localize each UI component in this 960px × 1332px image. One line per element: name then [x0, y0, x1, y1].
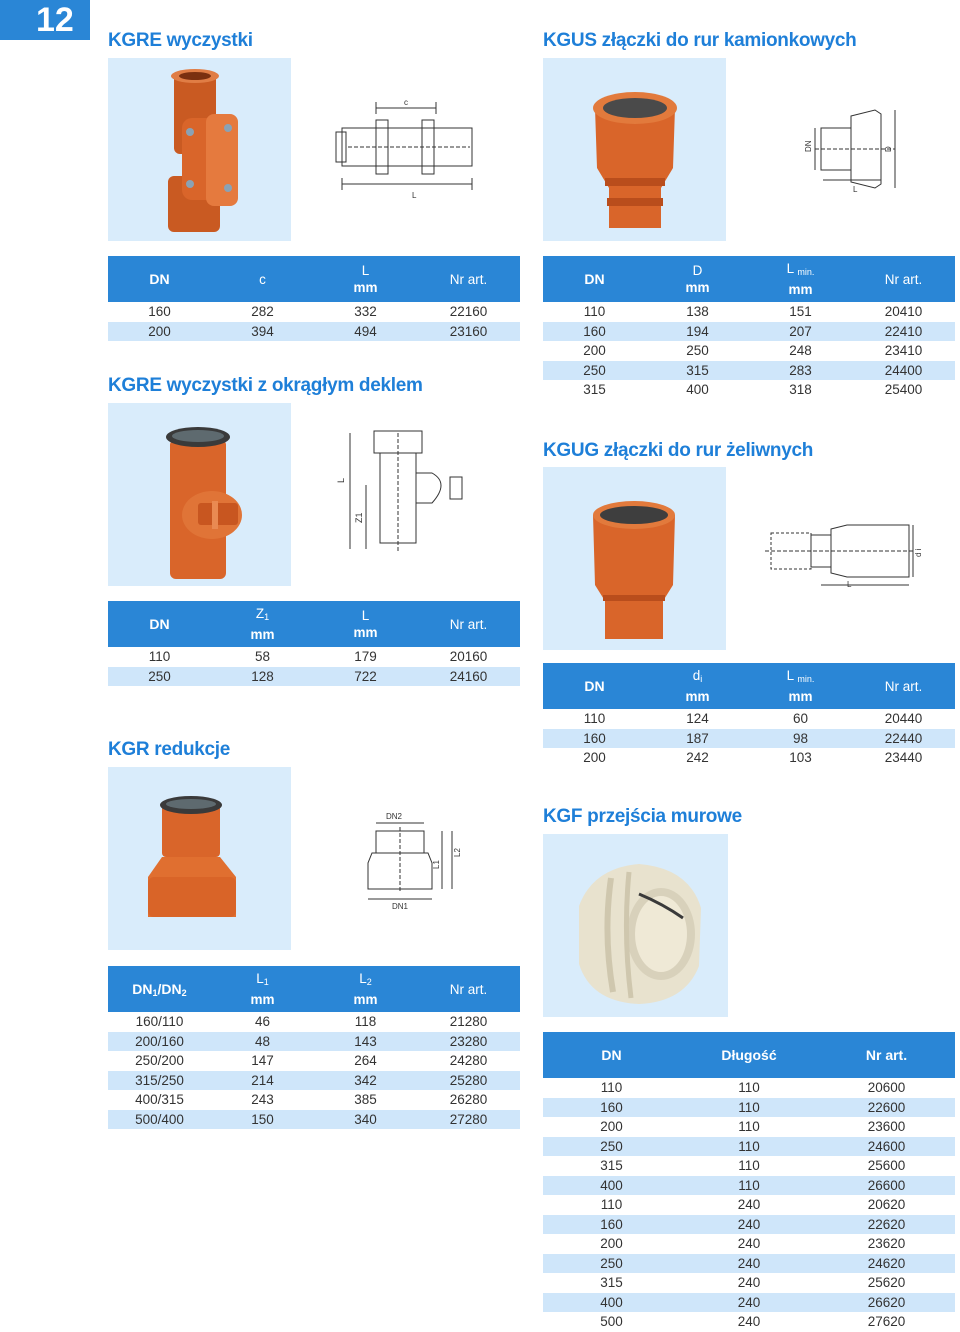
kgus-header-l: L $_{min.}$ mm — [749, 256, 852, 302]
kgr-drawing — [300, 767, 520, 950]
kgre-round-dim-z: Z1 — [354, 512, 364, 523]
table-row: 315 110 25600 — [543, 1156, 955, 1176]
kgr-dim-dn2: DN2 — [386, 812, 403, 821]
kgre-round-table — [108, 601, 520, 686]
kgus-photo — [543, 58, 726, 241]
kgus-title: KGUS złączki do rur kamionkowych — [543, 30, 857, 51]
kgus-header-d: D mm — [646, 256, 749, 302]
kgre-round-dim-l: L — [336, 477, 346, 483]
table-row: 200/160 48 143 23280 — [108, 1032, 520, 1052]
kgug-photo — [543, 467, 726, 650]
table-row: 160 187 98 22440 — [543, 729, 955, 749]
kgre-dim-c: c — [404, 98, 408, 107]
kgus-drawing — [735, 58, 955, 241]
kgug-header-l: L $_{min.}$ mm — [749, 663, 852, 709]
kgre-round-header-dn: DN — [108, 601, 211, 647]
kgug-header-dn: DN — [543, 663, 646, 709]
kgr-header-l1: $L_1$ mm — [211, 966, 314, 1012]
kgre-round-drawing — [300, 403, 520, 586]
table-row: 315 400 318 25400 — [543, 380, 955, 400]
table-row: 200 240 23620 — [543, 1234, 955, 1254]
kgr-photo — [108, 767, 291, 950]
table-row: 160/110 46 118 21280 — [108, 1012, 520, 1032]
table-row: 200 250 248 23410 — [543, 341, 955, 361]
table-row: 160 194 207 22410 — [543, 322, 955, 342]
kgre-round-title: KGRE wyczystki z okrągłym deklem — [108, 375, 423, 396]
table-row: 400/315 243 385 26280 — [108, 1090, 520, 1110]
kgf-photo — [543, 834, 728, 1017]
kgf-header-length: Długość — [680, 1032, 818, 1078]
kgus-header-nr: Nr art. — [852, 256, 955, 302]
kgr-header-nr: Nr art. — [417, 966, 520, 1012]
kgre-header-l: L mm — [314, 256, 417, 302]
page-number-badge: 12 — [0, 0, 90, 40]
table-row: 250 240 24620 — [543, 1254, 955, 1274]
kgug-dim-l: L — [847, 580, 852, 589]
kgr-header-dn: $DN_1/DN_2$ — [108, 966, 211, 1012]
table-row: 110 240 20620 — [543, 1195, 955, 1215]
kgre-round-header-l: L mm — [314, 601, 417, 647]
kgre-drawing — [300, 58, 520, 241]
kgf-title: KGF przejścia murowe — [543, 806, 742, 827]
kgre-dim-l: L — [412, 191, 417, 200]
kgug-header-nr: Nr art. — [852, 663, 955, 709]
kgug-dim-d: d i — [914, 548, 923, 557]
kgug-table — [543, 663, 955, 768]
kgug-header-d: $d_i$ mm — [646, 663, 749, 709]
table-row: 110 58 179 20160 — [108, 647, 520, 667]
kgus-header-dn: DN — [543, 256, 646, 302]
table-row: 400 110 26600 — [543, 1176, 955, 1196]
kgre-round-header-z: $Z_1$ mm — [211, 601, 314, 647]
table-row: 110 124 60 20440 — [543, 709, 955, 729]
kgf-table — [543, 1032, 955, 1332]
kgre-round-header-nr: Nr art. — [417, 601, 520, 647]
table-row: 110 110 20600 — [543, 1078, 955, 1098]
kgus-dim-l: L — [853, 185, 858, 194]
kgre-round-photo — [108, 403, 291, 586]
table-row: 250 110 24600 — [543, 1137, 955, 1157]
kgre-header-dn: DN — [108, 256, 211, 302]
kgr-table — [108, 966, 520, 1129]
table-row: 500/400 150 340 27280 — [108, 1110, 520, 1130]
table-row: 250 128 722 24160 — [108, 667, 520, 687]
table-row: 110 138 151 20410 — [543, 302, 955, 322]
table-row: 160 282 332 22160 — [108, 302, 520, 322]
kgus-dim-d: D — [884, 146, 893, 152]
table-row: 200 110 23600 — [543, 1117, 955, 1137]
table-row: 250/200 147 264 24280 — [108, 1051, 520, 1071]
table-row: 200 394 494 23160 — [108, 322, 520, 342]
kgug-drawing — [735, 467, 955, 650]
kgus-table — [543, 256, 955, 400]
kgr-dim-dn1: DN1 — [392, 902, 409, 911]
kgf-header-dn: DN — [543, 1032, 680, 1078]
table-row: 160 110 22600 — [543, 1098, 955, 1118]
kgr-header-l2: $L_2$ mm — [314, 966, 417, 1012]
kgre-header-c: c — [211, 256, 314, 302]
table-row: 160 240 22620 — [543, 1215, 955, 1235]
kgre-table — [108, 256, 520, 341]
kgf-header-nr: Nr art. — [818, 1032, 955, 1078]
kgr-title: KGR redukcje — [108, 739, 231, 760]
table-row: 250 315 283 24400 — [543, 361, 955, 381]
table-row: 315/250 214 342 25280 — [108, 1071, 520, 1091]
kgre-header-nr: Nr art. — [417, 256, 520, 302]
kgr-dim-l1: L1 — [432, 860, 441, 869]
kgug-title: KGUG złączki do rur żeliwnych — [543, 440, 814, 461]
kgr-dim-l2: L2 — [453, 848, 462, 857]
table-row: 400 240 26620 — [543, 1293, 955, 1313]
table-row: 500 240 27620 — [543, 1312, 955, 1332]
table-row: 200 242 103 23440 — [543, 748, 955, 768]
kgre-photo — [108, 58, 291, 241]
table-row: 315 240 25620 — [543, 1273, 955, 1293]
kgre-title: KGRE wyczystki — [108, 30, 253, 51]
kgus-dim-dn: DN — [804, 140, 813, 152]
